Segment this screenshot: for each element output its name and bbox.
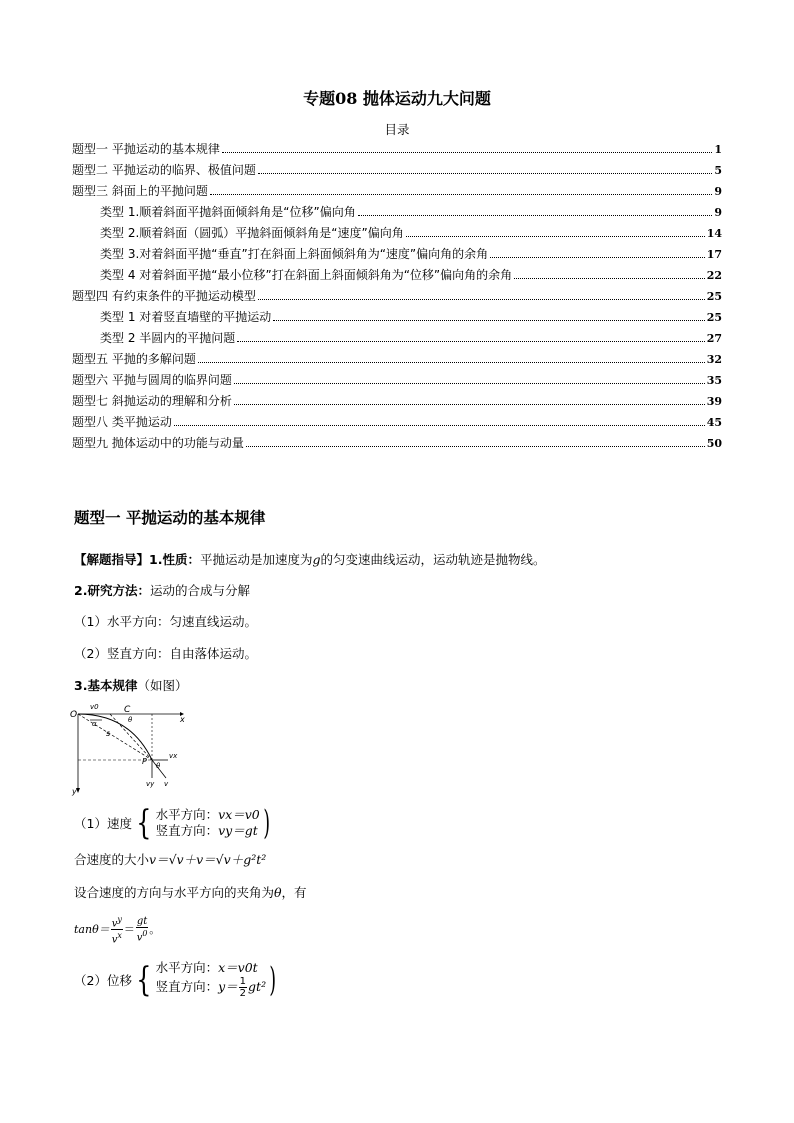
label-O: O [70, 710, 78, 720]
toc-entry-text: 题型八 类平抛运动 [72, 415, 172, 429]
toc-page-number: 9 [714, 185, 722, 198]
toc-leader-dots [198, 362, 705, 363]
table-of-contents [72, 140, 722, 455]
guide-g: g [312, 552, 321, 567]
toc-entry-text: 题型七 斜抛运动的理解和分析 [72, 394, 232, 408]
projectile-diagram [70, 700, 190, 796]
displacement-formula [74, 960, 279, 999]
toc-entry[interactable] [72, 161, 722, 182]
toc-entry[interactable] [72, 203, 722, 224]
toc-leader-dots [490, 257, 705, 258]
toc-entry[interactable] [72, 140, 722, 161]
label-x: x [180, 715, 185, 724]
toc-entry[interactable] [72, 413, 722, 434]
label-theta-p: θ [156, 762, 161, 770]
method-text: 运动的合成与分解 [149, 583, 250, 598]
toc-page-number: 45 [706, 416, 722, 429]
toc-leader-dots [174, 425, 705, 426]
toc-entry[interactable] [72, 434, 722, 455]
toc-entry[interactable] [72, 392, 722, 413]
combined-eq: v＝√v＋v＝√v＋g²t² [149, 852, 267, 867]
label-vy: vy [146, 780, 155, 788]
toc-page-number: 17 [706, 248, 722, 261]
toc-heading: 目录 [384, 122, 410, 137]
toc-page-number: 35 [706, 374, 722, 387]
label-v0: v0 [90, 703, 99, 711]
toc-page-number: 9 [714, 206, 722, 219]
toc-entry[interactable] [72, 287, 722, 308]
label-vx: vx [169, 752, 178, 760]
velocity-label: （1）速度 [74, 816, 132, 831]
disp-vertical: 竖直方向：y＝ $\frac{1}{2}$ gt² [155, 976, 267, 999]
toc-entry-text: 题型一 平抛运动的基本规律 [72, 142, 220, 156]
guide-text-b: 的匀变速曲线运动，运动轨迹是抛物线。 [320, 552, 546, 567]
item-vertical: （2）竖直方向：自由落体运动。 [74, 646, 257, 661]
angle-paragraph: 设合速度的方向与水平方向的夹角为θ，有 [74, 885, 307, 900]
guide-label: 【解题指导】1.性质： [74, 552, 200, 567]
toc-page-number: 32 [706, 353, 722, 366]
document-title: 专题08 抛体运动九大问题 [303, 89, 491, 108]
section-title: 题型一 平抛运动的基本规律 [74, 509, 266, 527]
toc-entry[interactable] [72, 308, 722, 329]
label-alpha: α [92, 720, 97, 728]
toc-leader-dots [514, 278, 705, 279]
disp-horizontal: 水平方向：x＝v0t [155, 960, 258, 975]
toc-entry[interactable] [72, 245, 722, 266]
velocity-horizontal: 水平方向：vx＝v0 [155, 807, 260, 822]
guide-paragraph [74, 550, 546, 568]
toc-page-number: 27 [706, 332, 722, 345]
toc-entry[interactable] [72, 266, 722, 287]
toc-page-number: 39 [706, 395, 722, 408]
toc-leader-dots [246, 446, 705, 447]
toc-entry-text: 题型三 斜面上的平抛问题 [72, 184, 208, 198]
label-C: C [124, 705, 131, 715]
combined-velocity: 合速度的大小v＝√v＋v＝√v＋g²t² [74, 852, 267, 867]
toc-entry-text: 类型 1.顺着斜面平抛斜面倾斜角是“位移”偏向角 [100, 205, 356, 219]
toc-entry[interactable] [72, 224, 722, 245]
toc-page-number: 25 [706, 311, 722, 324]
label-y: y [72, 787, 77, 796]
item-horizontal: （1）水平方向：匀速直线运动。 [74, 614, 257, 629]
right-paren: ) [263, 803, 270, 843]
toc-entry-text: 题型六 平抛与圆周的临界问题 [72, 373, 232, 387]
toc-leader-dots [222, 152, 713, 153]
toc-leader-dots [273, 320, 704, 321]
rule-text: （如图） [137, 678, 188, 693]
disp-label: （2）位移 [74, 972, 132, 988]
toc-entry-text: 题型二 平抛运动的临界、极值问题 [72, 163, 256, 177]
toc-entry-text: 类型 4 对着斜面平抛“最小位移”打在斜面上斜面倾斜角为“位移”偏向角的余角 [100, 268, 513, 282]
toc-entry-text: 类型 1 对着竖直墙壁的平抛运动 [100, 310, 272, 324]
toc-leader-dots [358, 215, 713, 216]
method-paragraph [74, 581, 250, 599]
label-v: v [164, 780, 169, 788]
velocity-vertical: 竖直方向：vy＝gt [155, 823, 258, 838]
toc-entry-text: 类型 2 半圆内的平抛问题 [100, 331, 236, 345]
toc-page-number: 14 [706, 227, 722, 240]
toc-entry[interactable] [72, 350, 722, 371]
toc-leader-dots [258, 299, 705, 300]
toc-entry[interactable] [72, 371, 722, 392]
toc-leader-dots [406, 236, 705, 237]
tan-formula: tanθ＝ $\frac{v^y}{v^x}$ ＝ $\frac{gt}{v^0}$ 。 [74, 915, 161, 946]
toc-leader-dots [258, 173, 713, 174]
toc-page-number: 5 [714, 164, 722, 177]
toc-leader-dots [210, 194, 713, 195]
guide-text-a: 平抛运动是加速度为 [199, 552, 313, 567]
toc-entry-text: 题型四 有约束条件的平抛运动模型 [72, 289, 256, 303]
label-P: P [142, 757, 147, 766]
toc-leader-dots [237, 341, 704, 342]
toc-entry-text: 类型 2.顺着斜面（圆弧）平抛斜面倾斜角是“速度”偏向角 [100, 226, 404, 240]
left-brace: { [136, 803, 152, 843]
velocity-formula [74, 803, 273, 843]
toc-entry[interactable] [72, 329, 722, 350]
rule-paragraph [74, 676, 187, 694]
left-brace: { [136, 959, 152, 1000]
method-label: 2.研究方法： [74, 583, 150, 598]
toc-page-number: 25 [706, 290, 722, 303]
toc-entry-text: 题型五 平抛的多解问题 [72, 352, 196, 366]
toc-page-number: 1 [714, 143, 722, 156]
toc-leader-dots [234, 383, 705, 384]
toc-page-number: 22 [706, 269, 722, 282]
label-s: s [106, 729, 111, 738]
toc-entry-text: 类型 3.对着斜面平抛“垂直”打在斜面上斜面倾斜角为“速度”偏向角的余角 [100, 247, 489, 261]
toc-page-number: 50 [706, 437, 722, 450]
toc-leader-dots [234, 404, 705, 405]
toc-entry[interactable] [72, 182, 722, 203]
right-paren: ) [269, 959, 277, 1000]
label-theta-top: θ [128, 716, 133, 724]
toc-entry-text: 题型九 抛体运动中的功能与动量 [72, 436, 244, 450]
rule-label: 3.基本规律 [74, 678, 138, 693]
